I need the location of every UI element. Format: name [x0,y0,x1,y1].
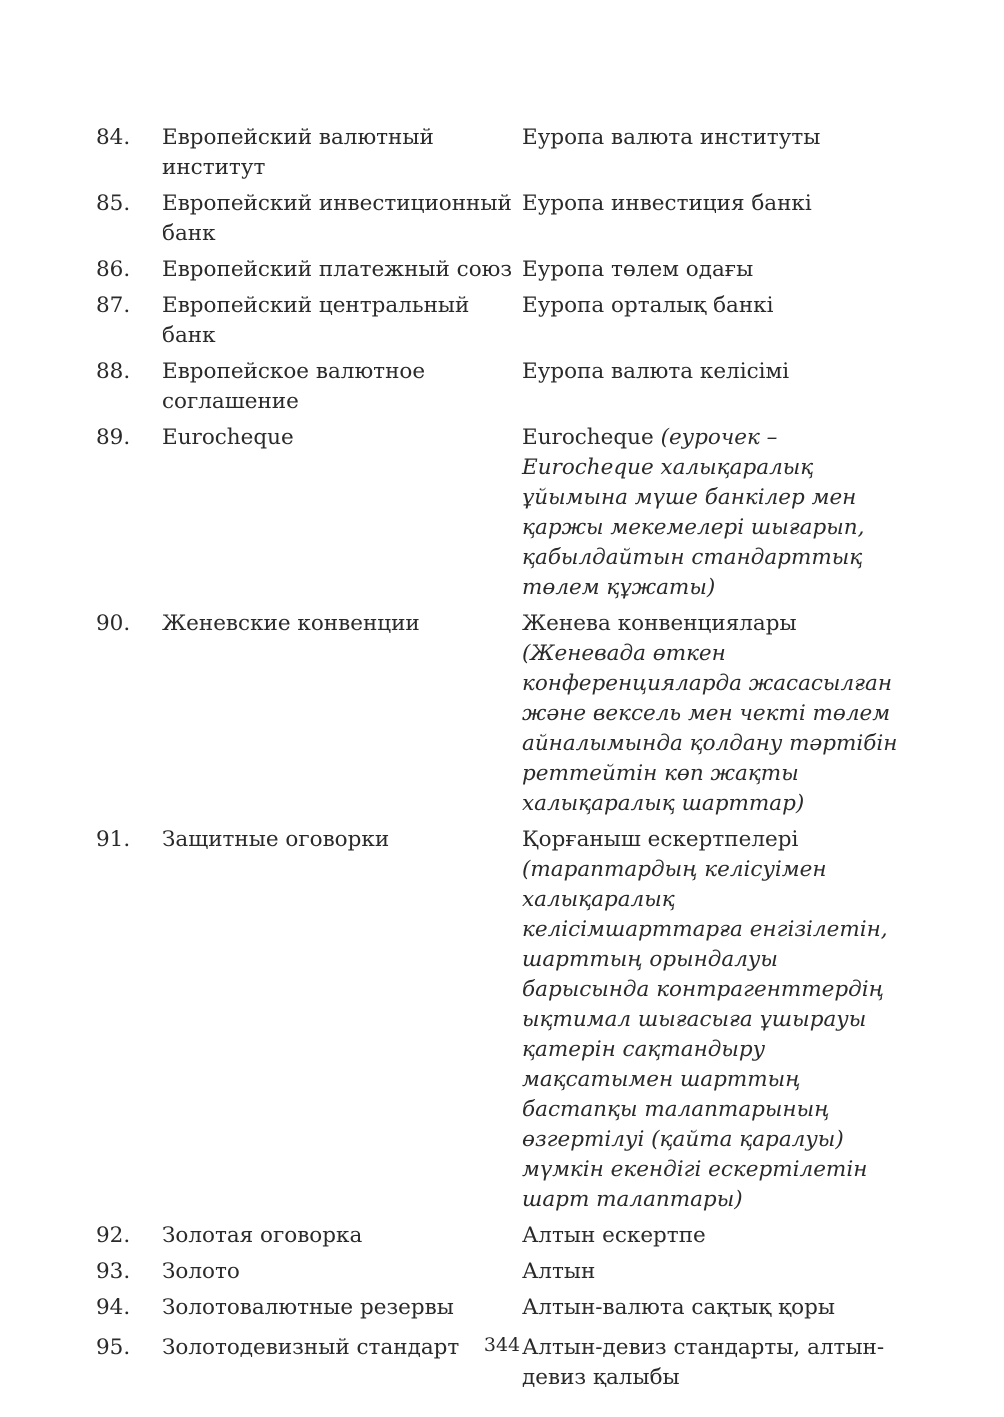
russian-term: Европейское валютное соглашение [162,359,426,414]
glossary-entry [96,825,916,1215]
entry-number: 92. [96,1223,131,1248]
kazakh-term-main: Eurocheque [522,425,654,450]
kazakh-term-main: Еуропа орталық банкі [522,293,774,318]
kazakh-term-note: (тараптардың келісуімен халықаралық келісімшарттарға енгізілетін, шарттың орындалуы барысында контрагенттердің ықтимал шығасыға ұшырауы қатерін сақтандыру мақсатымен шарттың бастапқы талаптарының өзгертілуі (қайта қаралуы) мүмкін екендігі ескертілетін шарт талаптары) [522,857,888,1212]
entry-number: 84. [96,125,131,150]
entry-number: 89. [96,425,131,450]
entry-number: 88. [96,359,131,384]
glossary-entry [96,357,916,417]
entry-number: 91. [96,827,131,852]
kazakh-term [522,1257,902,1287]
russian-term: Защитные оговорки [162,827,390,852]
entry-number: 90. [96,611,131,636]
kazakh-term [522,189,902,249]
kazakh-term-main: Еуропа валюта институты [522,125,821,150]
russian-term: Золото [162,1259,240,1284]
kazakh-term [522,825,902,1215]
kazakh-term [522,357,902,417]
entry-number: 87. [96,293,131,318]
entry-number: 86. [96,257,131,282]
kazakh-term [522,423,902,603]
kazakh-term [522,255,902,285]
glossary-entry [96,609,916,819]
russian-term: Европейский инвестиционный банк [162,191,512,246]
glossary-entry [96,291,916,351]
kazakh-term-main: Алтын-девиз стандарты, алтын-девиз қалыбы [522,1335,885,1390]
kazakh-term [522,123,902,183]
kazakh-term-main: Женева конвенциялары [522,611,797,636]
kazakh-term-note: (еурочек – Eurocheque халықаралық ұйымына мүше банкілер мен қаржы мекемелері шығарып, қабылдайтын стандарттық төлем құжаты) [522,425,865,600]
kazakh-term-main: Еуропа инвестиция банкі [522,191,812,216]
kazakh-term [522,609,902,819]
kazakh-term-main: Еуропа төлем одағы [522,257,754,282]
kazakh-term [522,291,902,351]
glossary-table [96,123,916,1399]
russian-term: Eurocheque [162,425,294,450]
glossary-entry [96,1221,916,1251]
entry-number: 95. [96,1335,131,1360]
glossary-entry [96,123,916,183]
russian-term: Европейский платежный союз [162,257,513,282]
entry-number: 85. [96,191,131,216]
russian-term: Золотодевизный стандарт [162,1335,460,1360]
kazakh-term [522,1293,902,1323]
russian-term: Золотовалютные резервы [162,1295,454,1320]
entry-number: 93. [96,1259,131,1284]
russian-term: Золотая оговорка [162,1223,363,1248]
russian-term: Европейский валютный институт [162,125,434,180]
kazakh-term [522,1221,902,1251]
kazakh-term-main: Алтын ескертпе [522,1223,706,1248]
glossary-entry [96,189,916,249]
glossary-entry [96,1257,916,1287]
page-number: 344 [483,1334,521,1356]
kazakh-term-note: (Женевада өткен конференцияларда жасасылған және вексель мен чекті төлем айналымында қолдану тәртібін реттейтін көп жақты халықаралық шарттар) [522,641,898,816]
glossary-entry [96,255,916,285]
russian-term: Женевские конвенции [162,611,420,636]
russian-term: Европейский центральный банк [162,293,470,348]
kazakh-term-main: Еуропа валюта келісімі [522,359,790,384]
entry-number: 94. [96,1295,131,1320]
glossary-entry [96,423,916,603]
kazakh-term-main: Алтын [522,1259,596,1284]
glossary-entry [96,1293,916,1323]
kazakh-term-main: Алтын-валюта сақтық қоры [522,1295,835,1320]
kazakh-term-main: Қорғаныш ескертпелері [522,827,799,852]
